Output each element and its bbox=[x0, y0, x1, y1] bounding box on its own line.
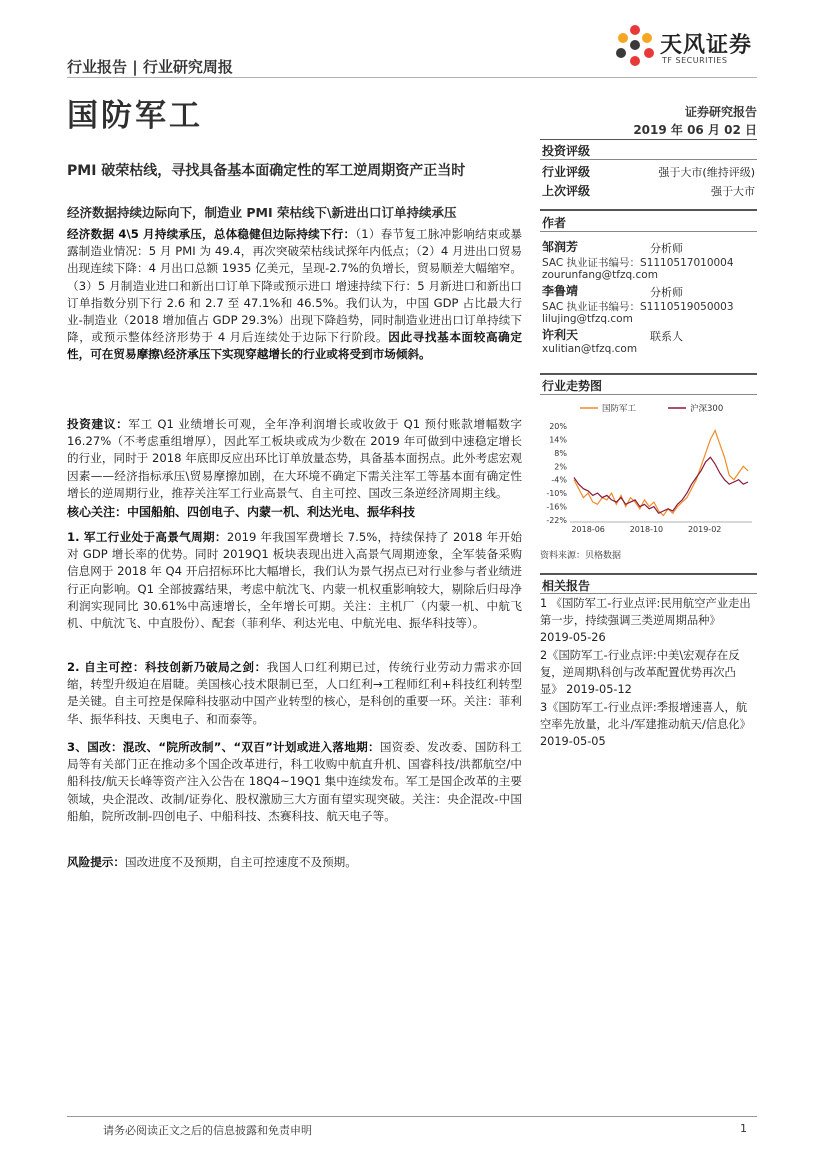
logo-text-cn: 天风证券 bbox=[660, 33, 753, 58]
section-text: 国资委、发改委、国防科工局等有关部门正在推动多个国企改革进行，科工收购中航直升机、国睿科技/洪都航空/中船科技/航天长峰等资产注入公告在 18Q4~19Q1 集中连续发布。军工是国企改革的主要领域，央企混改、改制/证券化、股权激励三大方面有望实现突破。关注：央企混改-中国船舶，院所改制-四创电子、中船科技、杰赛科技、航天电子等。 bbox=[67, 740, 522, 823]
y-tick-label: 8% bbox=[554, 448, 567, 458]
authors-divider bbox=[540, 231, 757, 232]
company-logo bbox=[612, 22, 762, 72]
header-divider bbox=[67, 77, 757, 78]
series-line bbox=[574, 431, 748, 516]
authors-divider-top bbox=[540, 209, 757, 211]
y-tick-label: 20% bbox=[549, 422, 567, 431]
paragraph-economy bbox=[67, 226, 522, 364]
legend-label: 沪深300 bbox=[690, 404, 724, 414]
author-cert: SAC 执业证书编号：S1110517010004 bbox=[542, 257, 734, 269]
y-tick-label: -4% bbox=[551, 475, 567, 485]
paragraph-tail: 因此寻找基本面较高确定性，可在贸易摩擦\经济承压下实现穿越增长的行业或将受到市场倾斜。 bbox=[67, 330, 522, 362]
author-role: 分析师 bbox=[650, 286, 683, 299]
industry-rating-label: 行业评级 bbox=[542, 165, 591, 179]
x-tick-label: 2019-02 bbox=[687, 525, 722, 534]
related-item[interactable]: 2《国防军工-行业点评:中美\宏观存在反复，逆周期\科创与改革配置优势再次凸显》 2019-05-12 bbox=[540, 649, 740, 696]
core-focus: 核心关注：中国船舶、四创电子、内蒙一机、利达光电、振华科技 bbox=[67, 505, 416, 519]
report-type: 行业报告 | 行业研究周报 bbox=[67, 58, 233, 76]
x-tick-label: 2018-10 bbox=[629, 525, 664, 534]
section-lead: 1. 军工行业处于高景气周期： bbox=[67, 530, 227, 544]
rating-divider bbox=[540, 159, 757, 160]
industry-title: 国防军工 bbox=[67, 98, 203, 134]
page-number: 1 bbox=[740, 1122, 747, 1135]
author-name: 李鲁靖 bbox=[542, 284, 579, 298]
date-divider bbox=[540, 139, 757, 140]
trend-divider bbox=[540, 394, 757, 395]
section-text: 我国人口红利期已过，传统行业劳动力需求亦回缩，转型升级迫在眉睫。美国核心技术限制已至，人口红利→工程师红利+科技红利转型是关键。自主可控是保障科技驱动中国产业转型的核心，是科创的重要一环。关注：菲利华、振华科技、天奥电子、和而泰等。 bbox=[67, 660, 522, 726]
y-tick-label: -22% bbox=[546, 516, 567, 525]
footer-disclaimer: 请务必阅读正文之后的信息披露和免责申明 bbox=[103, 1124, 312, 1137]
trend-section-title: 行业走势图 bbox=[542, 379, 603, 393]
paragraph-investment bbox=[67, 416, 522, 502]
section-1 bbox=[67, 529, 522, 632]
footer-divider bbox=[67, 1116, 757, 1117]
chart-source: 资料来源：贝格数据 bbox=[540, 551, 622, 561]
author-email[interactable]: lilujing@tfzq.com bbox=[542, 313, 633, 325]
section-lead: 2. 自主可控：科技创新乃破局之剑： bbox=[67, 660, 267, 674]
section-text: 2019 年我国军费增长 7.5%，持续保持了 2018 年开始对 GDP 增长率的优势。同时 2019Q1 板块表现出进入高景气周期迹象，全军装备采购信息网于 2018 年 Q4 开启招标环比大幅增长，我们认为景气拐点已对行业参与者业绩进行正向影响。Q1 全部披露结果，考虑中航沈飞、内蒙一机权重影响较大，剔除后归母净利润实现同比 30.61%中高速增长，全年增长可期。关注：主机厂（内蒙一机、中航飞机、中航沈飞、中直股份）、配套（菲利华、利达光电、中航光电、振华科技等）。 bbox=[67, 530, 522, 631]
author-email[interactable]: zourunfang@tfzq.com bbox=[542, 269, 658, 281]
risk-warning bbox=[67, 854, 522, 871]
paragraph-lead: 投资建议： bbox=[67, 417, 129, 431]
logo-mark-icon bbox=[612, 24, 658, 70]
rating-section-title: 投资评级 bbox=[542, 144, 591, 158]
author-role: 联系人 bbox=[650, 330, 683, 343]
legend-label: 国防军工 bbox=[602, 404, 637, 414]
author-role: 分析师 bbox=[650, 242, 683, 255]
y-tick-label: 14% bbox=[549, 435, 567, 445]
related-divider-top bbox=[540, 573, 757, 575]
report-title: PMI 破荣枯线，寻找具备基本面确定性的军工逆周期资产正当时 bbox=[67, 163, 466, 179]
section-2 bbox=[67, 659, 522, 728]
author-name: 邹润芳 bbox=[542, 240, 579, 254]
author-email[interactable]: xulitian@tfzq.com bbox=[542, 343, 638, 355]
y-tick-label: -16% bbox=[546, 502, 567, 512]
y-tick-label: -10% bbox=[546, 489, 567, 499]
section-lead: 3、国改：混改、“院所改制”、“双百”计划或进入落地期： bbox=[67, 740, 380, 754]
related-item[interactable]: 3《国防军工-行业点评:季报增速喜人，航空率先放量，北斗/军建推动航天/信息化》 2019-05-05 bbox=[540, 701, 751, 748]
authors-section-title: 作者 bbox=[542, 216, 567, 230]
section-3 bbox=[67, 739, 522, 825]
paragraph-text: 军工 Q1 业绩增长可观，全年净利润增长或收敛于 Q1 预付账款增幅数字 16.27%（不考虑重组增厚），因此军工板块或成为少数在 2019 年可做到中速稳定增长的行业，同时于 2018 年底即反应出环比订单放量态势，具备基本面拐点。此外考虑宏观因素——经济指标承压\贸易摩擦加剧，在大环境不确定下需关注军工等基本面有确定性增长的逆周期行业，推荐关注军工行业高景气、自主可控、国改三条逆经济周期主线。 bbox=[67, 417, 522, 500]
author-cert: SAC 执业证书编号：S1110519050003 bbox=[542, 301, 734, 313]
paragraph-text: （1）春节复工脉冲影响结束或暴露制造业情况：5 月 PMI 为 49.4，再次突破荣枯线试探年内低点；（2）4 月进出口贸易出现连续下降：4 月出口总额 1935 亿美元，呈现-2.7%的负增长，贸易顺差大幅缩窄。（3）5 月制造业进口和新出口订单下降或预示进口 增速持续下行：5 月新进口和新出口订单指数分别下行 2.6 和 2.7 至 47.1%和 46.5%。我们认为，中国 GDP 占比最大行业-制造业（2018 增加值占 GDP 29.3%）出现下降趋势，同时制造业进出口订单持续下降，或预示整体经济形势于 4 月后连续处于边际下行阶段。 bbox=[67, 227, 523, 345]
report-date: 2019 年 06 月 02 日 bbox=[633, 123, 757, 137]
related-divider bbox=[540, 593, 757, 594]
doc-type: 证券研究报告 bbox=[684, 105, 757, 119]
y-tick-label: 2% bbox=[554, 462, 567, 472]
risk-lead: 风险提示： bbox=[67, 855, 125, 869]
report-subtitle: 经济数据持续边际向下，制造业 PMI 荣枯线下\新进出口订单持续承压 bbox=[67, 205, 457, 220]
paragraph-lead: 经济数据 4\5 月持续承压，总体稳健但边际持续下行： bbox=[67, 227, 356, 241]
prev-rating-label: 上次评级 bbox=[542, 184, 591, 198]
risk-text: 国改进度不及预期，自主可控速度不及预期。 bbox=[124, 855, 357, 869]
prev-rating-value: 强于大市 bbox=[711, 185, 755, 198]
trend-chart bbox=[540, 398, 757, 538]
logo-text-en: TF SECURITIES bbox=[662, 56, 728, 65]
industry-rating-value: 强于大市(维持评级) bbox=[658, 166, 755, 179]
related-item[interactable]: 1 《国防军工-行业点评:民用航空产业走出第一步，持续强调三类逆周期品种》 2019-05-26 bbox=[540, 597, 751, 644]
x-tick-label: 2018-06 bbox=[571, 525, 605, 534]
related-section-title: 相关报告 bbox=[542, 579, 591, 593]
series-line bbox=[574, 457, 748, 513]
trend-divider-top bbox=[540, 373, 757, 375]
author-name: 许利天 bbox=[542, 328, 579, 342]
